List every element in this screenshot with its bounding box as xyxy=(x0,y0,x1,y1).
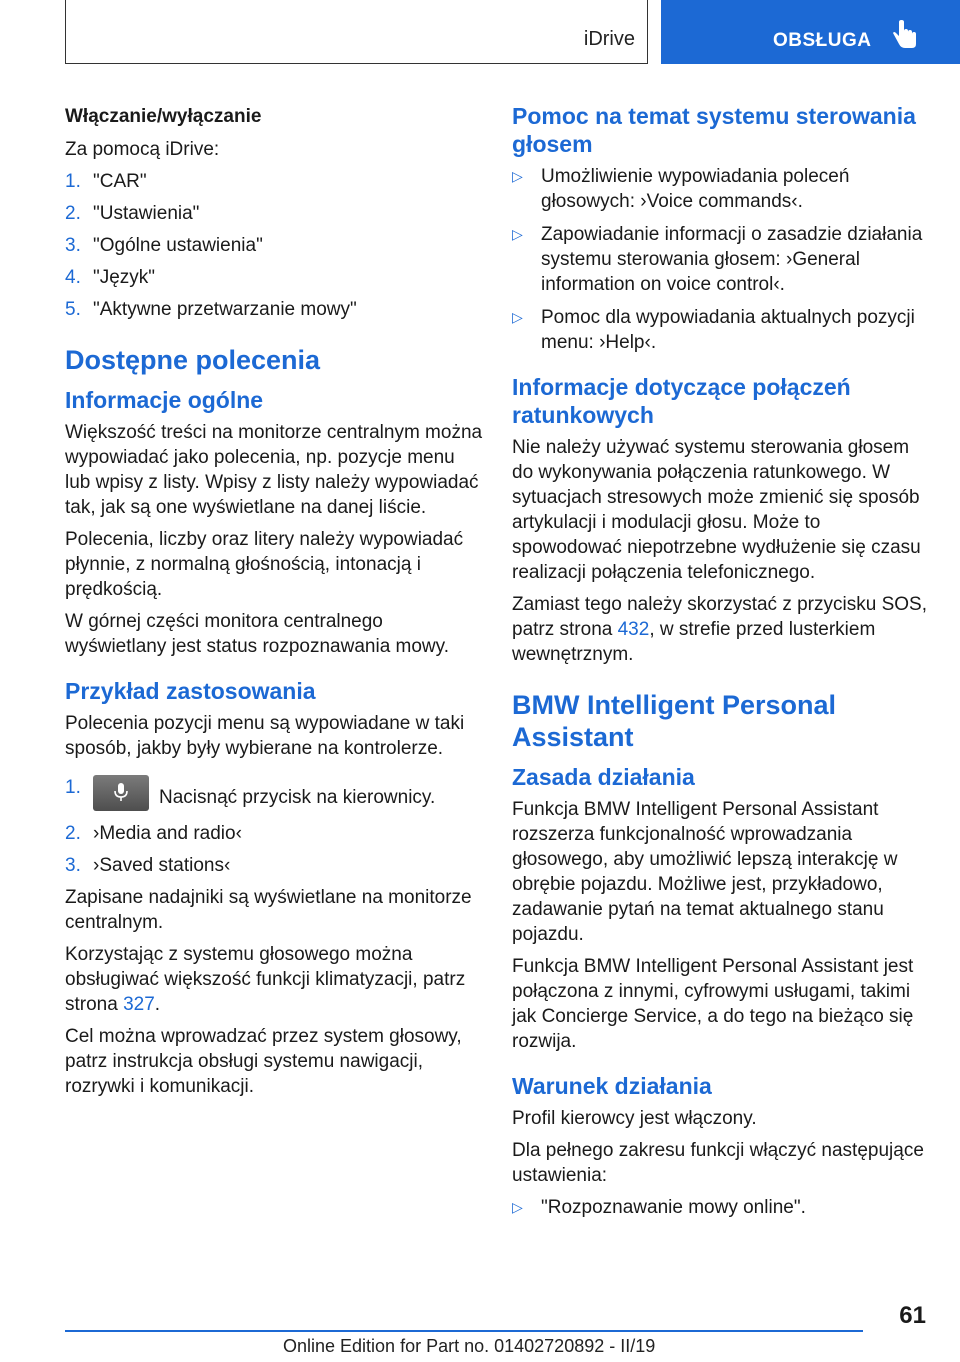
step-text: "Ustawienia" xyxy=(93,203,200,224)
list-item xyxy=(512,305,928,355)
condition-paragraph-2: Dla pełnego zakresu funkcji włączyć następujące ustawienia: xyxy=(512,1140,924,1186)
step-number: 2. xyxy=(65,823,81,844)
triangle-bullet-icon: ▷ xyxy=(512,1199,523,1215)
step-number: 3. xyxy=(65,855,81,876)
header-chapter-tab xyxy=(661,0,960,64)
list-item xyxy=(65,821,483,846)
header-frame xyxy=(65,0,648,64)
onoff-steps xyxy=(65,169,483,322)
commands-heading: Dostępne polecenia xyxy=(65,345,321,375)
right-column xyxy=(512,100,928,1228)
general-info-heading: Informacje ogólne xyxy=(65,387,264,413)
navigation-paragraph: Cel można wprowadzać przez system głosowy, patrz instrukcja obsługi systemu nawigacji, rozrywki i komunikacji. xyxy=(65,1026,462,1097)
hand-pointer-icon xyxy=(893,20,919,50)
climate-text: Korzystając z systemu głosowego można obsługiwać większość funkcji klimatyzacji, patrz strona xyxy=(65,944,466,1015)
condition-list xyxy=(512,1195,928,1220)
list-item xyxy=(65,853,483,878)
general-paragraph-3: W górnej części monitora centralnego wyświetlany jest status rozpoznawania mowy. xyxy=(65,611,450,657)
step-text: "Ogólne ustawienia" xyxy=(93,235,263,256)
principle-heading: Zasada działania xyxy=(512,764,695,790)
emergency-text: Zamiast tego należy skorzystać z przycisku SOS, patrz strona xyxy=(512,594,927,640)
onoff-intro: Za pomocą iDrive: xyxy=(65,139,220,160)
step-text: "Aktywne przetwarzanie mowy" xyxy=(93,299,357,320)
list-item-text: "Rozpoznawanie mowy online". xyxy=(541,1197,806,1218)
condition-heading: Warunek działania xyxy=(512,1073,712,1099)
step-text: ›Media and radio‹ xyxy=(93,823,242,844)
header-chapter-label: OBSŁUGA xyxy=(773,30,872,51)
step-text: Nacisnąć przycisk na kierownicy. xyxy=(159,787,436,808)
footer-edition: Online Edition for Part no. 01402720892 - II/19 xyxy=(283,1336,656,1356)
step-number: 3. xyxy=(65,235,81,256)
step-number: 5. xyxy=(65,299,81,320)
emergency-paragraph-1: Nie należy używać systemu sterowania głosem do wykonywania połączenia ratunkowego. W sytuacjach stresowych może zmienić się sposób artykulacji i modulacji głosu. Może to spowodować niepotrzebne wydłużenie się czasu realizacji połączenia telefonicznego. xyxy=(512,437,921,583)
help-heading: Pomoc na temat systemu sterowania głosem xyxy=(512,103,916,157)
list-item xyxy=(65,265,483,290)
saved-stations-paragraph: Zapisane nadajniki są wyświetlane na monitorze centralnym. xyxy=(65,887,472,933)
list-item xyxy=(65,297,483,322)
step-number: 4. xyxy=(65,267,81,288)
list-item-text: Pomoc dla wypowiadania aktualnych pozycji menu: ›Help‹. xyxy=(541,307,915,353)
header-section-title: iDrive xyxy=(583,28,635,50)
microphone-icon xyxy=(113,783,129,803)
list-item xyxy=(65,775,483,811)
step-text: "CAR" xyxy=(93,171,147,192)
general-paragraph-1: Większość treści na monitorze centralnym można wypowiadać jako polecenia, np. pozycje menu lub wpisy z listy. Wpisy z listy należy wypowiadać tak, jak są one wyświetlane na danej liście. xyxy=(65,422,483,518)
list-item xyxy=(512,1195,928,1220)
step-number: 1. xyxy=(65,777,81,798)
list-item-text: Umożliwienie wypowiadania poleceń głosowych: ›Voice commands‹. xyxy=(541,166,850,212)
example-paragraph: Polecenia pozycji menu są wypowiadane w taki sposób, jakby były wybierane na kontrolerze. xyxy=(65,713,465,759)
page-number: 61 xyxy=(899,1302,926,1329)
voice-button-image xyxy=(93,775,149,811)
triangle-bullet-icon: ▷ xyxy=(512,309,523,325)
climate-text-end: . xyxy=(154,994,161,1015)
triangle-bullet-icon: ▷ xyxy=(512,168,523,184)
step-number: 2. xyxy=(65,203,81,224)
condition-paragraph-1: Profil kierowcy jest włączony. xyxy=(512,1108,757,1129)
page-link-327[interactable]: 327 xyxy=(123,994,155,1015)
list-item xyxy=(512,222,928,297)
triangle-bullet-icon: ▷ xyxy=(512,226,523,242)
emergency-paragraph-2 xyxy=(512,592,928,667)
step-text: ›Saved stations‹ xyxy=(93,855,231,876)
emergency-text-end: , w strefie przed lusterkiem wewnętrznym. xyxy=(512,619,876,665)
left-column xyxy=(65,100,483,1106)
step-text: "Język" xyxy=(93,267,156,288)
help-list xyxy=(512,164,928,355)
principle-paragraph-2: Funkcja BMW Intelligent Personal Assistant jest połączona z innymi, cyfrowymi usługami, takimi jak Concierge Service, a do tego na bieżąco się rozwija. xyxy=(512,956,914,1052)
list-item-text: Zapowiadanie informacji o zasadzie działania systemu sterowania głosem: ›General information on voice control‹. xyxy=(541,224,923,295)
assistant-heading: BMW Intelligent Personal Assistant xyxy=(512,690,837,752)
list-item xyxy=(65,201,483,226)
onoff-heading: Włączanie/wyłączanie xyxy=(65,106,262,127)
list-item xyxy=(65,233,483,258)
list-item xyxy=(65,169,483,194)
page-link-432[interactable]: 432 xyxy=(617,619,650,640)
example-heading: Przykład zastosowania xyxy=(65,678,316,704)
example-steps xyxy=(65,775,483,878)
climate-paragraph xyxy=(65,942,483,1017)
emergency-heading: Informacje dotyczące połączeń ratunkowych xyxy=(512,374,851,428)
footer-divider xyxy=(65,1330,863,1332)
step-number: 1. xyxy=(65,171,81,192)
general-paragraph-2: Polecenia, liczby oraz litery należy wypowiadać płynnie, z normalną głośnością, intonacją i prędkością. xyxy=(65,529,464,600)
principle-paragraph-1: Funkcja BMW Intelligent Personal Assistant rozszerza funkcjonalność wprowadzania głosowego, aby umożliwić lepszą interakcję w obrębie pojazdu. Możliwe jest, przykładowo, zadawanie pytań na temat aktualnego stanu pojazdu. xyxy=(512,799,898,945)
list-item xyxy=(512,164,928,214)
